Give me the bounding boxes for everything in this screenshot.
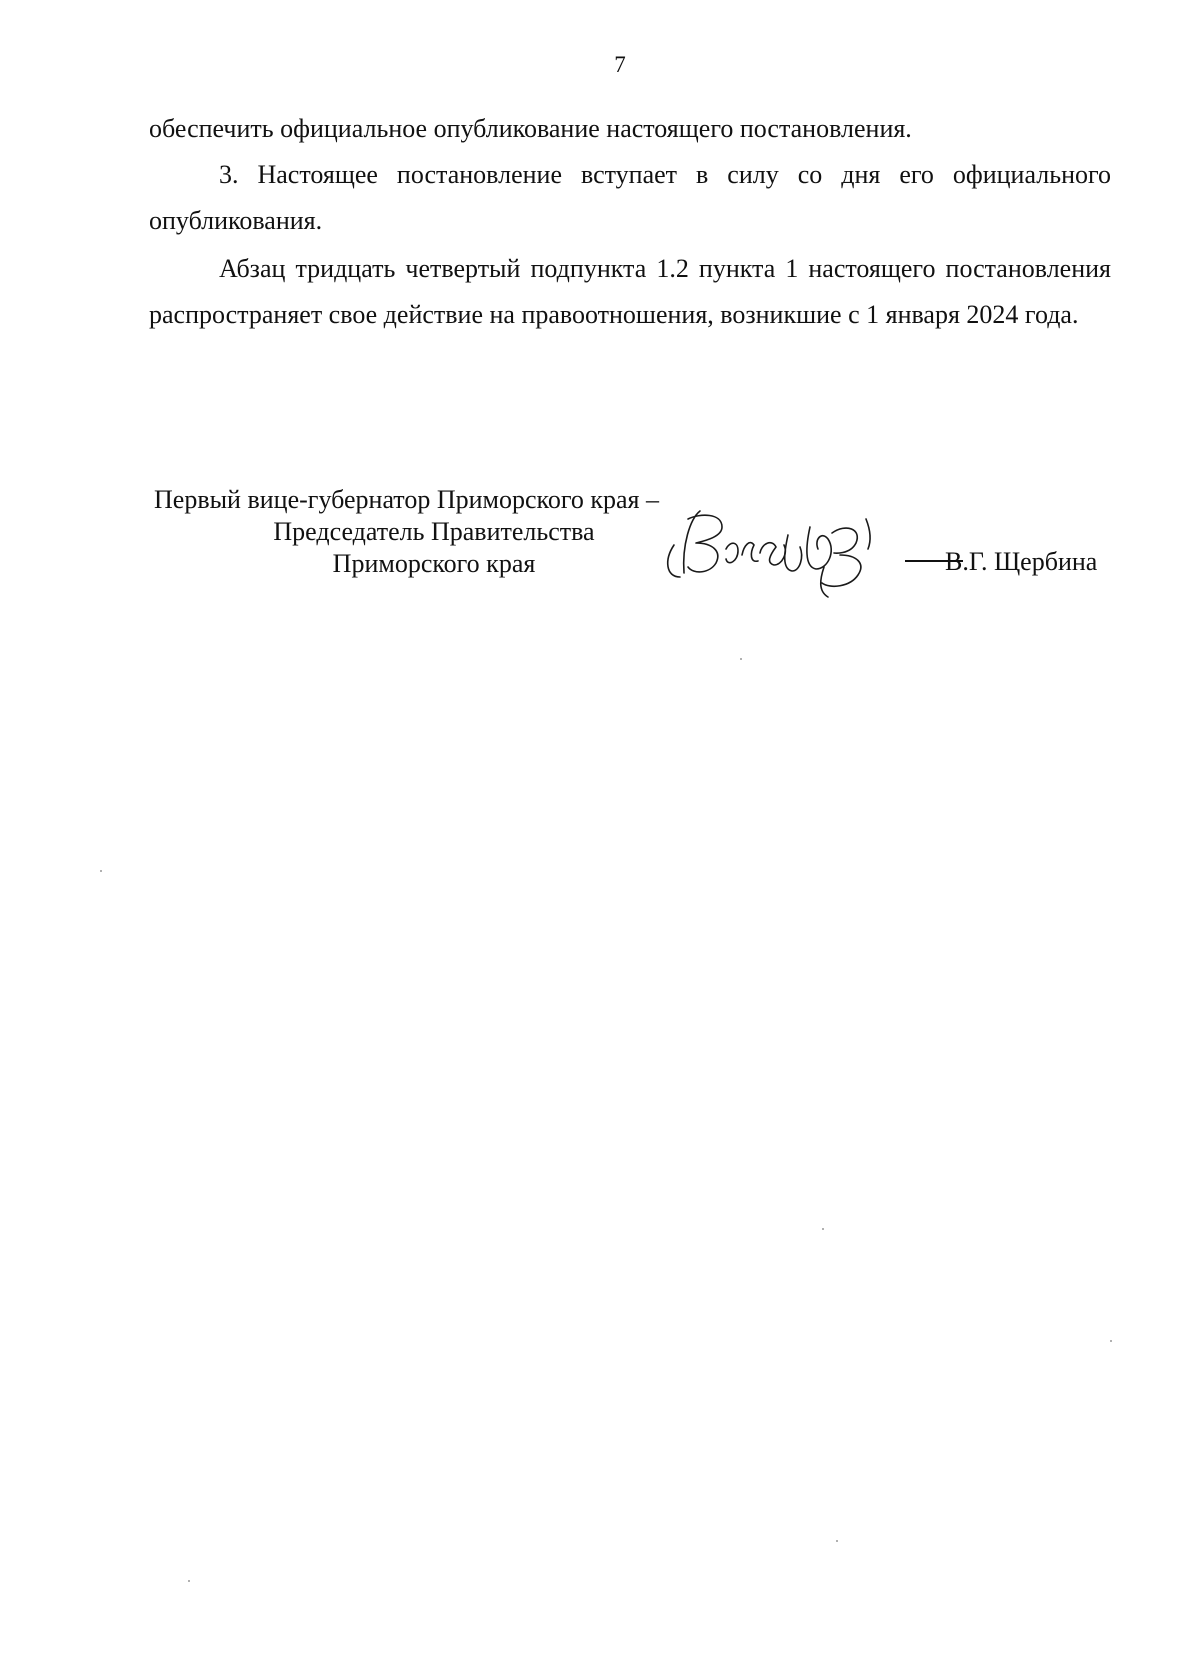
paragraph-text: обеспечить официальное опубликование настоящего постановления.	[149, 114, 912, 143]
page-number: 7	[614, 52, 626, 77]
signatory-title-line: Председатель Правительства	[273, 517, 595, 546]
signatory-name: В.Г. Щербина	[945, 547, 1098, 576]
handwritten-signature-icon	[660, 505, 900, 600]
signatory-title-line: Первый вице-губернатор Приморского края –	[154, 485, 659, 514]
signatory-title-line: Приморского края	[332, 549, 536, 578]
scan-speck	[740, 658, 742, 660]
scan-speck	[188, 1580, 190, 1582]
scan-speck	[836, 1540, 838, 1542]
paragraph-continuation	[149, 106, 1111, 152]
signatory-title	[154, 484, 714, 580]
scan-speck	[1110, 1340, 1112, 1342]
paragraph-text: Абзац тридцать четвертый подпункта 1.2 пункта 1 настоящего постановления распространяет свое действие на правоотношения, возникшие с 1 января 2024 года.	[149, 254, 1111, 329]
scan-speck	[822, 1228, 824, 1230]
paragraph-text: 3. Настоящее постановление вступает в силу со дня его официального опубликования.	[149, 160, 1111, 235]
paragraph-effective-date	[149, 152, 1111, 244]
scan-speck	[100, 870, 102, 872]
paragraph-retroactive-clause	[149, 246, 1111, 338]
